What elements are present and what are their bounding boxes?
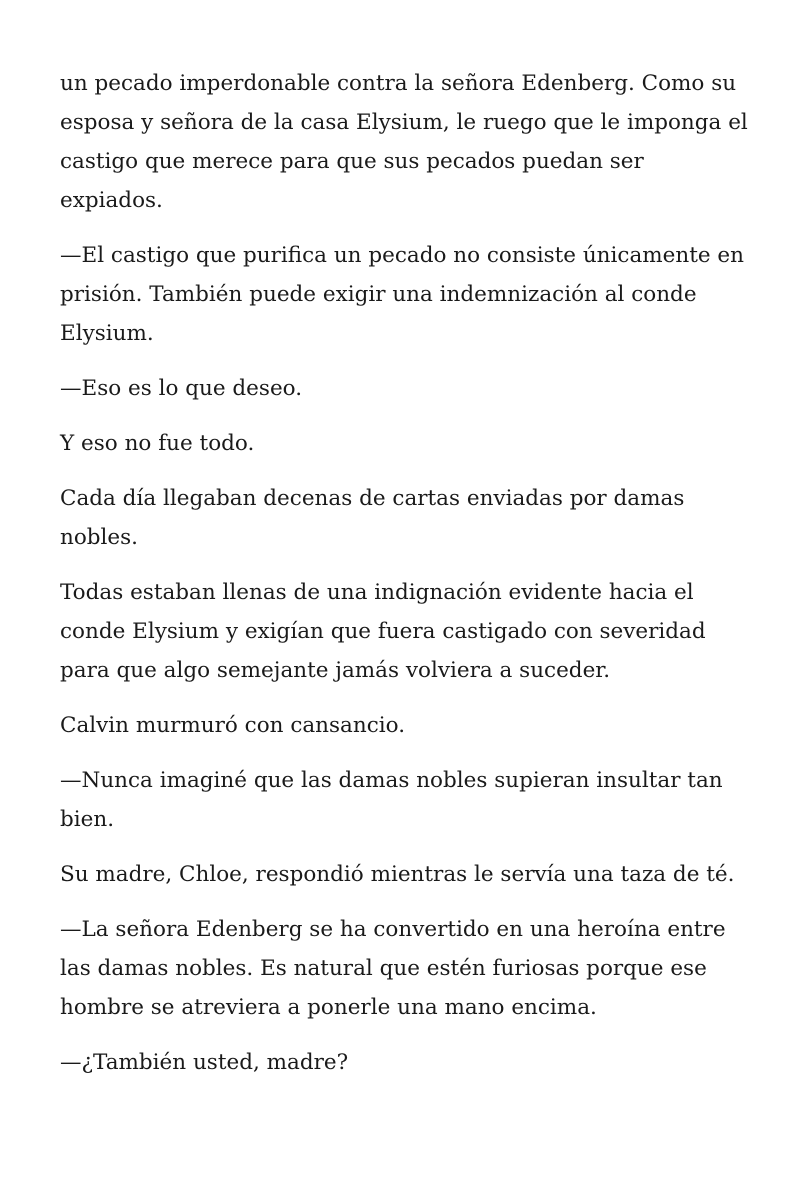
paragraph: —La señora Edenberg se ha convertido en una heroína entre las damas nobles. Es natural que estén furiosas porque ese hombre se atreviera a ponerle una mano encima.: [60, 917, 726, 1020]
paragraph: Y eso no fue todo.: [60, 431, 255, 456]
paragraph: —El castigo que purifica un pecado no consiste únicamente en prisión. También puede exigir una indemnización al conde Elysium.: [60, 243, 744, 346]
paragraph: Calvin murmuró con cansancio.: [60, 713, 406, 738]
paragraph: Todas estaban llenas de una indignación evidente hacia el conde Elysium y exigían que fuera castigado con severidad para que algo semejante jamás volviera a suceder.: [60, 580, 706, 683]
reader-page: [60, 64, 750, 1098]
paragraph: —¿También usted, madre?: [60, 1050, 349, 1075]
paragraph: un pecado imperdonable contra la señora Edenberg. Como su esposa y señora de la casa Elysium, le ruego que le imponga el castigo que merece para que sus pecados puedan ser expiados.: [60, 71, 748, 213]
paragraph: Su madre, Chloe, respondió mientras le servía una taza de té.: [60, 862, 735, 887]
paragraph: Cada día llegaban decenas de cartas enviadas por damas nobles.: [60, 486, 685, 550]
paragraph: —Nunca imaginé que las damas nobles supieran insultar tan bien.: [60, 768, 723, 832]
paragraph: —Eso es lo que deseo.: [60, 376, 303, 401]
